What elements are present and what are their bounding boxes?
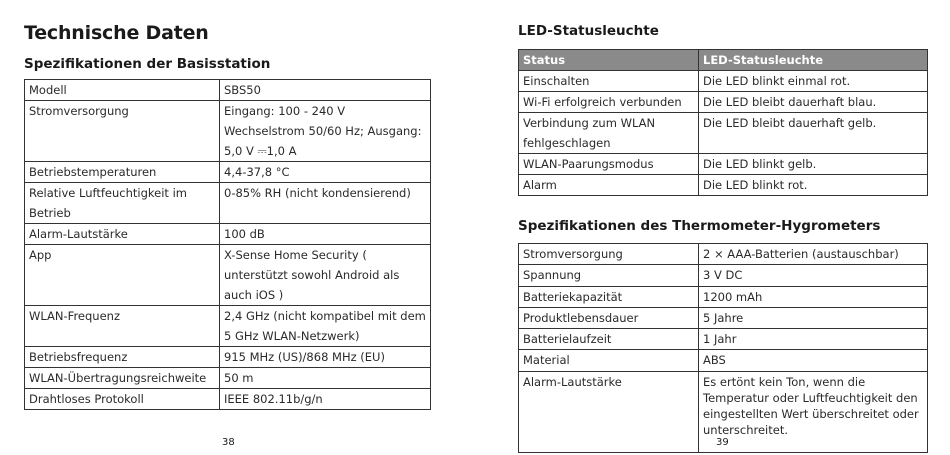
spec-row-value: Eingang: 100 - 240 V Wechselstrom 50/60 Hz; Ausgang: 5,0 V ⎓1,0 A bbox=[220, 101, 431, 162]
led-row bbox=[519, 175, 928, 196]
led-header-status: Status bbox=[519, 50, 699, 71]
spec-row bbox=[25, 224, 431, 245]
spec-row-label: Drahtloses Protokoll bbox=[25, 389, 220, 410]
led-status-table bbox=[518, 49, 928, 196]
led-row-label: Wi-Fi erfolgreich verbunden bbox=[519, 92, 699, 113]
thermo-row bbox=[519, 329, 928, 350]
thermo-row-value: ABS bbox=[699, 350, 928, 371]
led-table-header-row bbox=[519, 50, 928, 71]
spec-row bbox=[25, 162, 431, 183]
page-number-left: 38 bbox=[222, 437, 235, 448]
led-row bbox=[519, 113, 928, 154]
thermo-row-value: 5 Jahre bbox=[699, 307, 928, 328]
led-row-label: Alarm bbox=[519, 175, 699, 196]
spec-row-value: 0-85% RH (nicht kondensierend) bbox=[220, 183, 431, 224]
spec-row-value: 100 dB bbox=[220, 224, 431, 245]
spec-row bbox=[25, 80, 431, 101]
spec-row bbox=[25, 306, 431, 347]
thermo-row-label: Stromversorgung bbox=[519, 244, 699, 265]
spec-row-label: Modell bbox=[25, 80, 220, 101]
thermo-row-label: Alarm-Lautstärke bbox=[519, 371, 699, 452]
spec-row bbox=[25, 245, 431, 306]
thermo-row bbox=[519, 244, 928, 265]
thermo-row-value: Es ertönt kein Ton, wenn die Temperatur oder Luftfeuchtigkeit den eingestellten Wert überschreitet oder unterschreitet. bbox=[699, 371, 928, 452]
thermo-row-label: Produktlebensdauer bbox=[519, 307, 699, 328]
spec-row-label: Betriebsfrequenz bbox=[25, 347, 220, 368]
led-row bbox=[519, 154, 928, 175]
spec-row-value: 4,4-37,8 °C bbox=[220, 162, 431, 183]
led-row-value: Die LED blinkt einmal rot. bbox=[699, 71, 928, 92]
thermo-row bbox=[519, 286, 928, 307]
spec-row-value: X-Sense Home Security ( unterstützt sowohl Android als auch iOS ) bbox=[220, 245, 431, 306]
spec-row-value: IEEE 802.11b/g/n bbox=[220, 389, 431, 410]
spec-row-label: Relative Luftfeuchtigkeit im Betrieb bbox=[25, 183, 220, 224]
page-title: Technische Daten bbox=[24, 22, 209, 44]
thermo-section-title: Spezifikationen des Thermometer-Hygrometers bbox=[518, 218, 881, 234]
led-header-led: LED-Statusleuchte bbox=[699, 50, 928, 71]
spec-row bbox=[25, 347, 431, 368]
thermo-row bbox=[519, 350, 928, 371]
base-station-section-title: Spezifikationen der Basisstation bbox=[24, 56, 271, 72]
thermo-row bbox=[519, 265, 928, 286]
led-row-value: Die LED blinkt rot. bbox=[699, 175, 928, 196]
led-row-value: Die LED blinkt gelb. bbox=[699, 154, 928, 175]
spec-row-label: WLAN-Übertragungsreichweite bbox=[25, 368, 220, 389]
thermo-spec-table bbox=[518, 243, 928, 453]
led-row bbox=[519, 71, 928, 92]
thermo-row-value: 2 × AAA-Batterien (austauschbar) bbox=[699, 244, 928, 265]
spec-row-value: 2,4 GHz (nicht kompatibel mit dem 5 GHz WLAN-Netzwerk) bbox=[220, 306, 431, 347]
spec-row bbox=[25, 101, 431, 162]
led-section-title: LED-Statusleuchte bbox=[518, 23, 659, 39]
spec-row-value: 915 MHz (US)/868 MHz (EU) bbox=[220, 347, 431, 368]
spec-row bbox=[25, 389, 431, 410]
led-row-label: Verbindung zum WLAN fehlgeschlagen bbox=[519, 113, 699, 154]
spec-row-label: App bbox=[25, 245, 220, 306]
base-station-spec-table bbox=[24, 79, 431, 410]
thermo-row-value: 1200 mAh bbox=[699, 286, 928, 307]
spec-row bbox=[25, 183, 431, 224]
thermo-row-value: 1 Jahr bbox=[699, 329, 928, 350]
thermo-row-label: Spannung bbox=[519, 265, 699, 286]
thermo-row-label: Batterielaufzeit bbox=[519, 329, 699, 350]
thermo-row-value: 3 V DC bbox=[699, 265, 928, 286]
thermo-row bbox=[519, 307, 928, 328]
thermo-row-label: Batteriekapazität bbox=[519, 286, 699, 307]
page-number-right: 39 bbox=[716, 437, 729, 448]
spec-row bbox=[25, 368, 431, 389]
led-row-value: Die LED bleibt dauerhaft blau. bbox=[699, 92, 928, 113]
spec-row-label: WLAN-Frequenz bbox=[25, 306, 220, 347]
led-row-label: Einschalten bbox=[519, 71, 699, 92]
spec-row-label: Betriebstemperaturen bbox=[25, 162, 220, 183]
led-row bbox=[519, 92, 928, 113]
thermo-row-label: Material bbox=[519, 350, 699, 371]
led-row-label: WLAN-Paarungsmodus bbox=[519, 154, 699, 175]
spec-row-value: SBS50 bbox=[220, 80, 431, 101]
spec-row-value: 50 m bbox=[220, 368, 431, 389]
spec-row-label: Alarm-Lautstärke bbox=[25, 224, 220, 245]
spec-row-label: Stromversorgung bbox=[25, 101, 220, 162]
led-row-value: Die LED bleibt dauerhaft gelb. bbox=[699, 113, 928, 154]
